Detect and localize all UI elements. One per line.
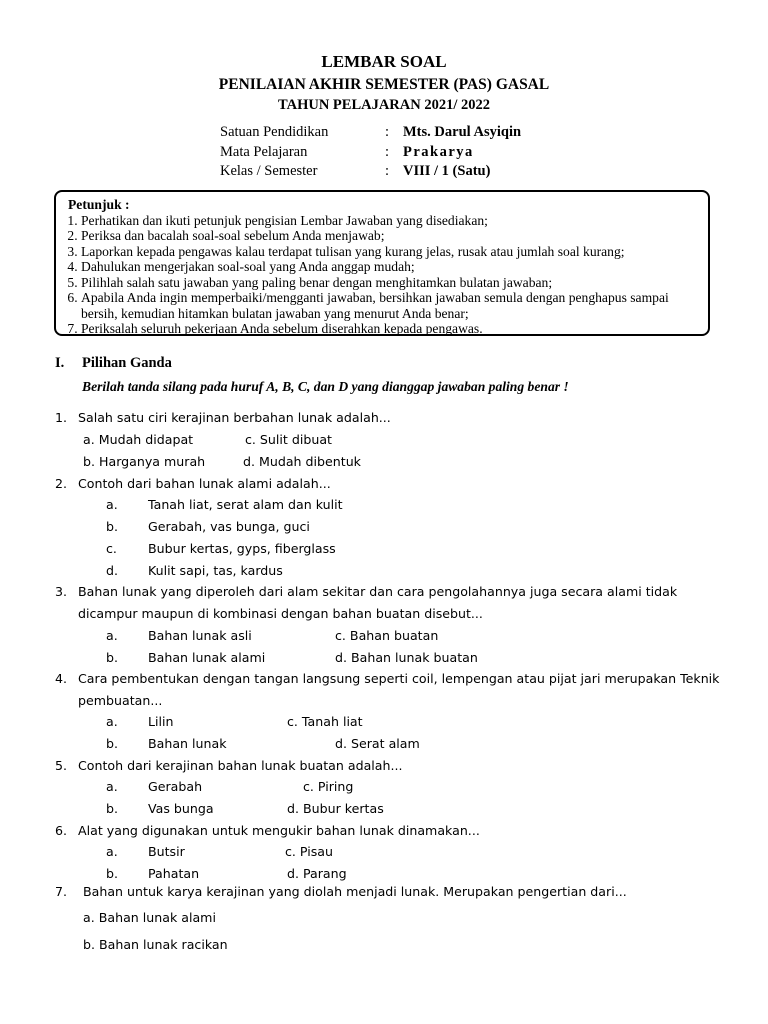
option-letter: b.	[106, 519, 118, 534]
option-d: d. Serat alam	[335, 736, 420, 751]
question-text: Salah satu ciri kerajinan berbahan lunak adalah...	[78, 410, 391, 425]
option-a: Tanah liat, serat alam dan kulit	[148, 497, 343, 512]
info-label: Satuan Pendidikan	[220, 124, 329, 140]
question-text-cont: dicampur maupun di kombinasi dengan bahan buatan disebut...	[78, 606, 483, 621]
option-letter: b.	[106, 650, 118, 665]
option-letter: b.	[106, 736, 118, 751]
instruction-item: 1. Perhatikan dan ikuti petunjuk pengisian Lembar Jawaban yang disediakan;	[81, 213, 698, 229]
option-b: Bahan lunak	[148, 736, 227, 751]
option-letter: a.	[106, 779, 118, 794]
instruction-item: 2. Periksa dan bacalah soal-soal sebelum Anda menjawab;	[81, 228, 698, 244]
instructions-list	[68, 213, 698, 337]
option-b: Vas bunga	[148, 801, 214, 816]
option-letter: d.	[106, 563, 118, 578]
info-value: Mts. Darul Asyiqin	[403, 124, 522, 140]
question-text: Bahan lunak yang diperoleh dari alam sekitar dan cara pengolahannya juga secara alami tidak	[78, 584, 678, 599]
option-b: b. Bahan lunak racikan	[83, 937, 228, 952]
option-letter: a.	[106, 497, 118, 512]
option-c: c. Bahan buatan	[335, 628, 439, 643]
info-row-class	[220, 163, 521, 183]
option-letter: a.	[106, 714, 118, 729]
option-c: Bubur kertas, gyps, fiberglass	[148, 541, 336, 556]
info-value: Prakarya	[403, 143, 474, 160]
info-label: Kelas / Semester	[220, 163, 318, 179]
instruction-item: 7. Periksalah seluruh pekerjaan Anda sebelum diserahkan kepada pengawas.	[81, 321, 698, 337]
instruction-item: 4. Dahulukan mengerjakan soal-soal yang Anda anggap mudah;	[81, 259, 698, 275]
option-b: Bahan lunak alami	[148, 650, 266, 665]
option-b: b. Harganya murah	[83, 454, 206, 469]
option-a: Gerabah	[148, 779, 203, 794]
option-letter: b.	[106, 801, 118, 816]
instruction-item: 5. Pilihlah salah satu jawaban yang paling benar dengan menghitamkan bulatan jawaban;	[81, 275, 698, 291]
option-a: a. Mudah didapat	[83, 432, 194, 447]
option-a: Lilin	[148, 714, 174, 729]
question-number: 6.	[55, 823, 68, 838]
info-row-subject	[220, 144, 521, 164]
option-a: Butsir	[148, 844, 185, 859]
info-colon: :	[385, 143, 390, 160]
option-a: Bahan lunak asli	[148, 628, 252, 643]
option-letter: b.	[106, 866, 118, 881]
question-number: 4.	[55, 671, 68, 686]
option-c: c. Pisau	[285, 844, 334, 859]
academic-year: TAHUN PELAJARAN 2021/ 2022	[278, 97, 490, 113]
option-d: d. Parang	[287, 866, 347, 881]
info-colon: :	[385, 124, 390, 140]
option-d: Kulit sapi, tas, kardus	[148, 563, 283, 578]
option-a: a. Bahan lunak alami	[83, 910, 216, 925]
option-d: d. Bubur kertas	[287, 801, 384, 816]
option-letter: c.	[106, 541, 117, 556]
section-number: I.	[55, 355, 65, 371]
info-value: VIII / 1 (Satu)	[403, 163, 491, 179]
option-b: Pahatan	[148, 866, 200, 881]
info-label: Mata Pelajaran	[220, 143, 308, 160]
option-d: d. Mudah dibentuk	[243, 454, 361, 469]
option-d: d. Bahan lunak buatan	[335, 650, 478, 665]
instruction-item: 6. Apabila Anda ingin memperbaiki/mengganti jawaban, bersihkan jawaban semula dengan penghapus sampai bersih, kemudian hitamkan bulatan jawaban yang menurut Anda benar;	[81, 290, 698, 321]
info-colon: :	[385, 163, 390, 179]
instructions-box	[54, 190, 710, 336]
option-letter: a.	[106, 628, 118, 643]
option-letter: a.	[106, 844, 118, 859]
section-title: Pilihan Ganda	[82, 355, 172, 371]
option-c: c. Tanah liat	[287, 714, 363, 729]
exam-subtitle: PENILAIAN AKHIR SEMESTER (PAS) GASAL	[218, 76, 550, 93]
option-b: Gerabah, vas bunga, guci	[148, 519, 310, 534]
question-text: Contoh dari kerajinan bahan lunak buatan adalah...	[78, 758, 403, 773]
question-number: 7.	[55, 884, 68, 899]
question-text: Alat yang digunakan untuk mengukir bahan lunak dinamakan...	[78, 823, 480, 838]
question-text: Contoh dari bahan lunak alami adalah...	[78, 476, 331, 491]
instruction-item: 3. Laporkan kepada pengawas kalau terdapat tulisan yang kurang jelas, rusak atau jumlah soal kurang;	[81, 244, 698, 260]
section-instruction: Berilah tanda silang pada huruf A, B, C, dan D yang dianggap jawaban paling benar !	[82, 379, 569, 394]
exam-info	[220, 124, 521, 183]
instructions-heading: Petunjuk :	[68, 197, 130, 212]
question-number: 3.	[55, 584, 68, 599]
question-text: Cara pembentukan dengan tangan langsung seperti coil, lempengan atau pijat jari merupakan Teknik	[78, 671, 720, 686]
question-number: 2.	[55, 476, 68, 491]
page-title: LEMBAR SOAL	[321, 52, 447, 71]
section-heading	[55, 355, 172, 372]
question-text-cont: pembuatan...	[78, 693, 163, 708]
question-number: 1.	[55, 410, 68, 425]
question-number: 5.	[55, 758, 68, 773]
option-c: c. Sulit dibuat	[245, 432, 332, 447]
option-c: c. Piring	[303, 779, 354, 794]
info-row-school	[220, 124, 521, 144]
question-text: Bahan untuk karya kerajinan yang diolah menjadi lunak. Merupakan pengertian dari...	[83, 884, 627, 899]
